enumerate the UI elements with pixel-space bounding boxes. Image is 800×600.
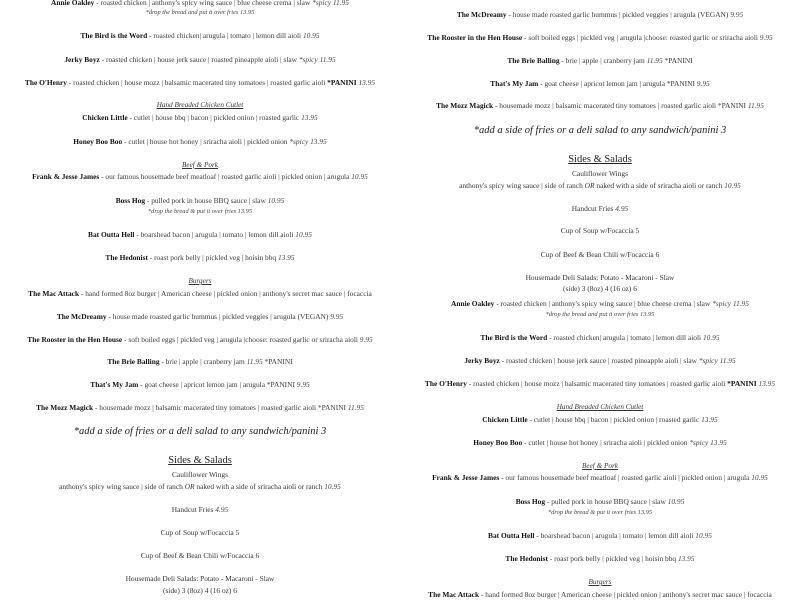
menu-item-chicken-little: Chicken Little - cutlet | house bbq | bacon | pickled onion | roasted garlic 13.95 — [82, 113, 318, 122]
menu-item-rooster: The Rooster in the Hen House - soft boiled eggs | pickled veg | arugula |choose: roasted garlic or sriracha aioli 9.95 — [27, 335, 373, 344]
menu-page-right — [400, 0, 800, 600]
side-beef-bean-chili: Cup of Beef & Bean Chili w/Focaccia 6 — [140, 551, 260, 560]
menu-item-note: *drop the bread & put it over fries 13.95 — [147, 208, 253, 215]
category-beef-pork: Beef & Pork — [582, 462, 618, 470]
menu-item-thats-my-jam: That's My Jam - goat cheese | apricot lemon jam | arugula *PANINI 9.95 — [490, 79, 710, 88]
menu-item-frank-jesse-james: Frank & Jesse James - our famous housemade beef meatloaf | roasted garlic aioli | pickled onion | arugula 10.95 — [432, 473, 768, 482]
menu-item-bird-is-the-word: The Bird is the Word - roasted chicken| arugula | tomato | lemon dill aioli 10.95 — [480, 333, 720, 342]
side-cup-of-soup: Cup of Soup w/Focaccia 5 — [160, 528, 240, 537]
menu-item-annie-oakley: Annie Oakley - roasted chicken | anthony's spicy wing sauce | blue cheese crema | slaw *spicy 11.95 — [51, 0, 349, 7]
menu-item-boss-hog: Boss Hog - pulled pork in house BBQ sauce | slaw 10.95 — [515, 497, 685, 506]
section-title-sides-salads: Sides & Salads — [168, 455, 232, 466]
menu-item-note: *drop the bread and put it over fries 13.95 — [145, 9, 255, 16]
menu-item-the-hedonist: The Hedonist - roast pork belly | pickled veg | hoisin bbq 13.95 — [505, 554, 695, 563]
menu-item-thats-my-jam: That's My Jam - goat cheese | apricot lemon jam | arugula *PANINI 9.95 — [90, 380, 310, 389]
menu-item-rooster: The Rooster in the Hen House - soft boiled eggs | pickled veg | arugula |choose: roasted garlic or sriracha aioli 9.95 — [427, 33, 773, 42]
menu-item-chicken-little: Chicken Little - cutlet | house bbq | bacon | pickled onion | roasted garlic 13.95 — [482, 415, 718, 424]
side-cauliflower-wings: Cauliflower Wings — [171, 470, 228, 479]
menu-item-mozz-magick: The Mozz Magick - housemade mozz | balsamic macerated tiny tomatoes | roasted garlic aioli *PANINI 11.95 — [436, 101, 764, 110]
menu-item-bat-outta-hell: Bat Outta Hell - boarshead bacon | arugula | tomato | lemon dill aioli 10.95 — [488, 531, 712, 540]
category-chicken-cutlet: Hand Breaded Chicken Cutlet — [156, 101, 244, 109]
menu-item-ohenry: The O'Henry - roasted chicken | house mozz | balsamic macerated tiny tomatoes | roasted garlic aioli *PANINI 13.95 — [24, 78, 376, 87]
side-beef-bean-chili: Cup of Beef & Bean Chili w/Focaccia 6 — [540, 250, 660, 259]
menu-item-bat-outta-hell: Bat Outta Hell - boarshead bacon | arugula | tomato | lemon dill aioli 10.95 — [88, 230, 312, 239]
menu-item-bird-is-the-word: The Bird is the Word - roasted chicken| arugula | tomato | lemon dill aioli 10.95 — [80, 31, 320, 40]
side-deli-salad-sizes: (side) 3 (8oz) 4 (16 oz) 6 — [563, 284, 637, 293]
side-cauliflower-wings-desc: anthony's spicy wing sauce | side of ranch OR naked with a side of sriracha aioli or ranch 10.95 — [59, 482, 341, 491]
addon-note: *add a side of fries or a deli salad to any sandwich/panini 3 — [73, 426, 327, 437]
menu-item-honey-boo-boo: Honey Boo Boo - cutlet | house hot honey | sriracha aioli | pickled onion *spicy 13.95 — [473, 438, 727, 447]
side-cauliflower-wings: Cauliflower Wings — [571, 169, 628, 178]
menu-item-mcdreamy: The McDreamy - house made roasted garlic hummus | pickled veggies | arugula (VEGAN) 9.95 — [56, 312, 344, 321]
menu-item-note: *drop the bread and put it over fries 13.95 — [545, 311, 655, 318]
side-deli-salads: Housemade Deli Salads: Potato - Macaroni - Slaw — [525, 273, 675, 282]
side-handcut-fries: Handcut Fries 4.95 — [171, 505, 229, 514]
side-cup-of-soup: Cup of Soup w/Focaccia 5 — [560, 226, 640, 235]
addon-note: *add a side of fries or a deli salad to any sandwich/panini 3 — [473, 125, 727, 136]
menu-item-honey-boo-boo: Honey Boo Boo - cutlet | house hot honey | sriracha aioli | pickled onion *spicy 13.95 — [73, 137, 327, 146]
side-cauliflower-wings-desc: anthony's spicy wing sauce | side of ranch OR naked with a side of sriracha aioli or ranch 10.95 — [459, 181, 741, 190]
menu-item-mcdreamy: The McDreamy - house made roasted garlic hummus | pickled veggies | arugula (VEGAN) 9.95 — [456, 10, 744, 19]
menu-item-mac-attack: The Mac Attack - hand formed 8oz burger | American cheese | pickled onion | anthony's secret mac sauce | focaccia — [428, 590, 772, 599]
menu-item-frank-jesse-james: Frank & Jesse James - our famous housemade beef meatloaf | roasted garlic aioli | pickled onion | arugula 10.95 — [32, 172, 368, 181]
category-beef-pork: Beef & Pork — [182, 161, 218, 169]
menu-item-ohenry: The O'Henry - roasted chicken | house mozz | balsamic macerated tiny tomatoes | roasted garlic aioli *PANINI 13.95 — [424, 379, 776, 388]
section-title-sides-salads: Sides & Salads — [568, 154, 632, 165]
menu-item-brie-balling: The Brie Balling - brie | apple | cranberry jam 11.95 *PANINI — [107, 357, 293, 366]
menu-item-mozz-magick: The Mozz Magick - housemade mozz | balsamic macerated tiny tomatoes | roasted garlic aioli *PANINI 11.95 — [36, 403, 364, 412]
menu-item-jerky-boyz: Jerky Boyz - roasted chicken | house jerk sauce | roasted pineapple aioli | slaw *spicy 11.95 — [464, 356, 736, 365]
menu-item-brie-balling: The Brie Balling - brie | apple | cranberry jam 11.95 *PANINI — [507, 56, 693, 65]
menu-item-annie-oakley: Annie Oakley - roasted chicken | anthony's spicy wing sauce | blue cheese crema | slaw *spicy 11.95 — [451, 299, 749, 308]
side-handcut-fries: Handcut Fries 4.95 — [571, 204, 629, 213]
menu-item-mac-attack: The Mac Attack - hand formed 8oz burger | American cheese | pickled onion | anthony's secret mac sauce | focaccia — [28, 289, 372, 298]
menu-item-jerky-boyz: Jerky Boyz - roasted chicken | house jerk sauce | roasted pineapple aioli | slaw *spicy 11.95 — [64, 55, 336, 64]
category-burgers: Burgers — [188, 277, 212, 285]
menu-item-boss-hog: Boss Hog - pulled pork in house BBQ sauce | slaw 10.95 — [115, 196, 285, 205]
side-deli-salad-sizes: (side) 3 (8oz) 4 (16 oz) 6 — [163, 586, 237, 595]
menu-item-the-hedonist: The Hedonist - roast pork belly | pickled veg | hoisin bbq 13.95 — [105, 253, 295, 262]
category-chicken-cutlet: Hand Breaded Chicken Cutlet — [556, 403, 644, 411]
menu-item-note: *drop the bread & put it over fries 13.95 — [547, 509, 653, 516]
category-burgers: Burgers — [588, 578, 612, 586]
side-deli-salads: Housemade Deli Salads: Potato - Macaroni - Slaw — [125, 574, 275, 583]
